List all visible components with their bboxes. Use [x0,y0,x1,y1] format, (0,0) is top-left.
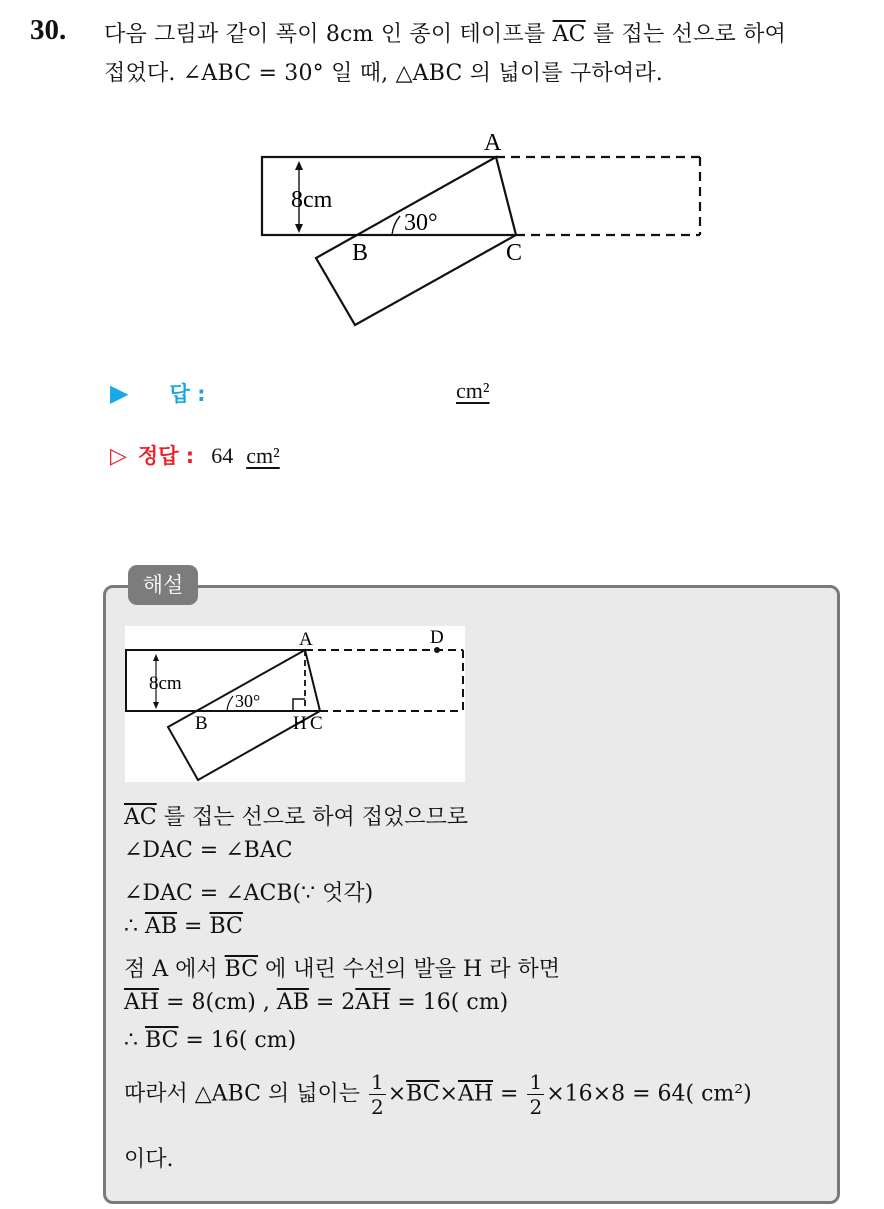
correct-value: 64 [211,443,234,468]
fig2-point-c: C [310,713,323,734]
question-line-2: 접었다. ∠ABC = 30° 일 때, △ABC 의 넓이를 구하여라. [104,61,663,86]
correct-label: 정답 : [137,444,195,468]
solution-line-4: ∴ $\overline{AB} = \overline{BC}$ [124,914,243,939]
solution-line-3: ∠DAC = ∠ACB(∵ 엇각) [124,881,374,906]
solution-tag: 해설 [128,565,198,605]
solution-figure-svg [125,626,465,782]
solution-line-6: $\overline{AH} = 8(cm)$ , $\overline{AB} = 2\overline{AH} = 16$( cm) [124,990,509,1015]
fig2-width-label: 8cm [149,673,182,694]
answer-row [110,378,490,408]
question-line-1: 다음 그림과 같이 폭이 8cm 인 종이 테이프를 $\overline{AC}$ 를 접는 선으로 하여 [104,22,787,47]
point-b: B [352,240,369,266]
fraction-half: $\frac{1}{2}$ [370,1070,384,1119]
solution-line-1: $\overline{AC}$ 를 접는 선으로 하여 접었으므로 [124,805,468,830]
folded-part [316,157,516,325]
solution-line-2: ∠DAC = ∠BAC [124,838,293,863]
solution-line-7: ∴ $\overline{BC} = 16$( cm) [124,1028,297,1053]
correct-answer-row [110,440,280,470]
solution-line-8: 따라서 △ABC 의 넓이는 $\frac{1}{2}$ $\times\overline{BC}\times\overline{AH}$ = $\frac{1}{2}$ ×16×8 = 64( cm²) [124,1070,752,1119]
folded-tape-figure [250,125,720,335]
fig2-point-b: B [195,713,208,734]
fig2-angle-label: 30° [235,691,261,711]
angle-label-30: 30° [404,210,438,236]
answer-unit: cm² [456,378,490,403]
segment-ac: $\overline{AC}$ [552,22,586,47]
fig2-point-a: A [299,629,313,650]
fraction-half-2: $\frac{1}{2}$ [529,1070,543,1119]
point-a: A [484,130,502,156]
correct-marker-icon: ▷ [110,444,127,469]
question-number: 30. [30,14,67,46]
answer-marker-icon: ▶ [110,379,129,407]
fig2-point-h: H [293,713,307,734]
correct-unit: cm² [246,443,280,468]
answer-label: 답 : [169,382,206,406]
solution-line-5: 점 A 에서 $\overline{BC}$ 에 내린 수선의 발을 H 라 하면 [124,957,560,982]
solution-figure [125,626,465,782]
point-c: C [506,240,523,266]
width-label-8cm: 8cm [291,187,333,213]
fig2-point-d: D [430,627,444,648]
angle-arc [392,216,400,235]
solution-line-9: 이다. [124,1147,174,1172]
